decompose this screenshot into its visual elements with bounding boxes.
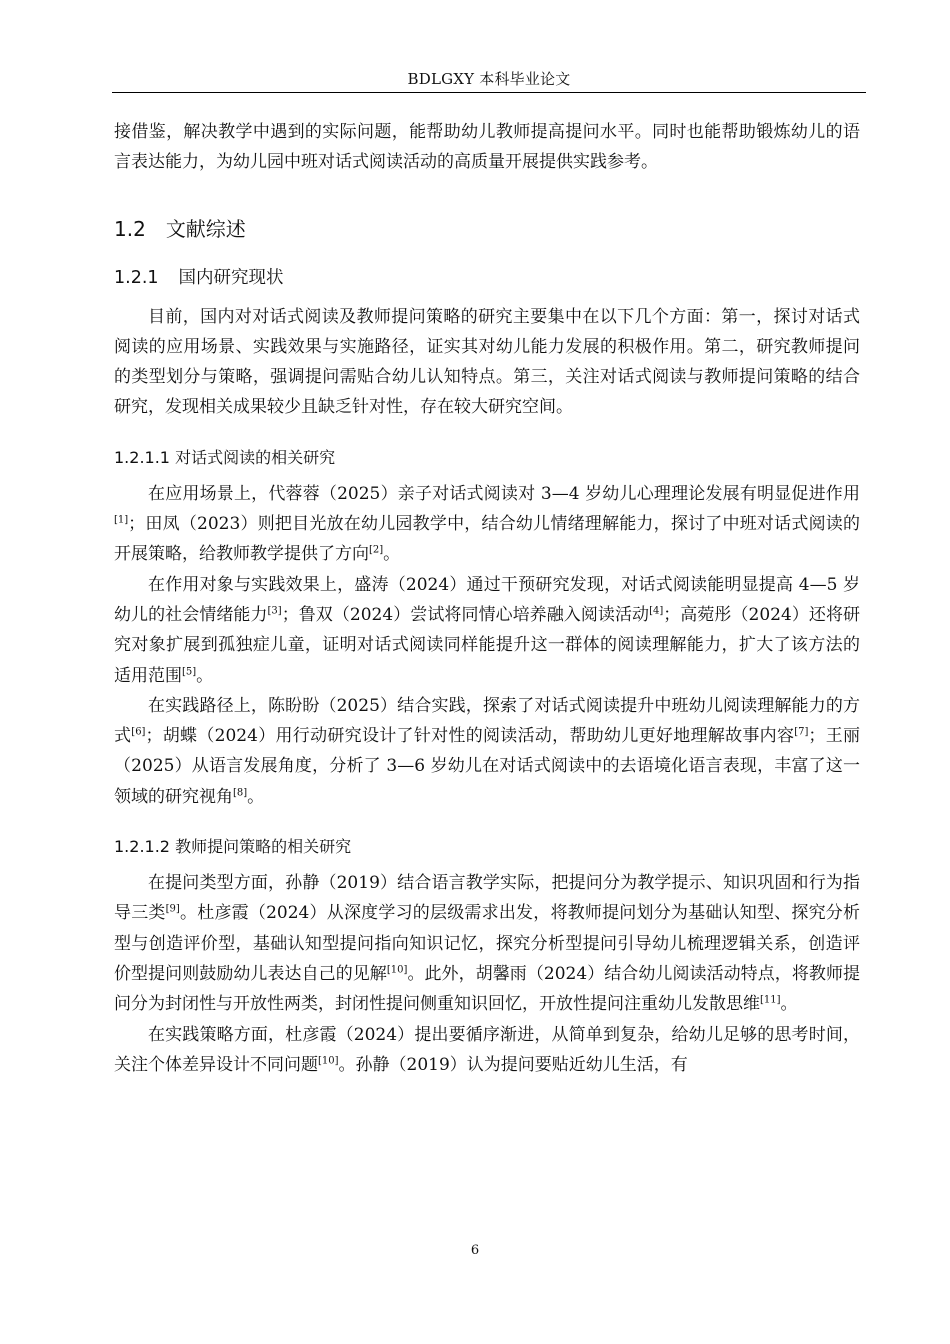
- subsubsection-heading-1-2-1-1: 1.2.1.1 对话式阅读的相关研究: [114, 447, 336, 467]
- dialogic-reading-paragraph-3: 在实践路径上，陈盼盼（2025）结合实践，探索了对话式阅读提升中班幼儿阅读理解能力的方式[6]；胡蝶（2024）用行动研究设计了针对性的阅读活动，帮助幼儿更好地理解故事内容[7]；王丽（2025）从语言发展角度，分析了 3—6 岁幼儿在对话式阅读中的去语境化语言表现，丰富了这一领域的研究视角[8]。: [114, 695, 861, 807]
- citation-ref: [6]: [131, 726, 146, 738]
- citation-ref: [10]: [386, 964, 408, 976]
- citation-ref: [10]: [318, 1055, 339, 1067]
- subsection-heading-1-2-1: [114, 264, 860, 292]
- citation-ref: [11]: [760, 994, 781, 1006]
- citation-ref: [3]: [267, 605, 282, 617]
- citation-ref: [5]: [182, 665, 197, 677]
- section-title: 文献综述: [165, 216, 246, 241]
- citation-ref: [2]: [369, 544, 384, 556]
- dialogic-reading-paragraph-1: 在应用场景上，代蓉蓉（2025）亲子对话式阅读对 3—4 岁幼儿心理理论发展有明显促进作用[1]；田凤（2023）则把目光放在幼儿园教学中，结合幼儿情绪理解能力，探讨了中班对话式阅读的开展策略，给教师教学提供了方向[2]。: [114, 483, 860, 565]
- running-header: BDLGXY 本科毕业论文: [407, 70, 571, 88]
- subsection-number: 1.2.1: [114, 267, 159, 288]
- section-heading-1-2: [114, 214, 860, 244]
- domestic-status-paragraph: 目前，国内对对话式阅读及教师提问策略的研究主要集中在以下几个方面：第一，探讨对话式阅读的应用场景、实践效果与实施路径，证实其对幼儿能力发展的积极作用。第二，研究教师提问的类型划分与策略，强调提问需贴合幼儿认知特点。第三，关注对话式阅读与教师提问策略的结合研究，发现相关成果较少且缺乏针对性，存在较大研究空间。: [114, 306, 860, 418]
- section-number: 1.2: [114, 216, 146, 241]
- citation-ref: [4]: [649, 605, 664, 617]
- citation-ref: [9]: [165, 903, 180, 915]
- questioning-strategy-paragraph-1: 在提问类型方面，孙静（2019）结合语言教学实际，把提问分为教学提示、知识巩固和行为指导三类[9]。杜彦霞（2024）从深度学习的层级需求出发，将教师提问划分为基础认知型、探究分析型与创造评价型，基础认知型提问指向知识记忆，探究分析型提问引导幼儿梳理逻辑关系，创造评价型提问则鼓励幼儿表达自己的见解[10]。此外，胡馨雨（2024）结合幼儿阅读活动特点，将教师提问分为封闭性与开放性两类，封闭性提问侧重知识回忆，开放性提问注重幼儿发散思维[11]。: [114, 873, 861, 1015]
- page-number: 6: [470, 1243, 480, 1258]
- questioning-strategy-paragraph-2: 在实践策略方面，杜彦霞（2024）提出要循序渐进，从简单到复杂，给幼儿足够的思考时间，关注个体差异设计不同问题[10]。孙静（2019）认为提问要贴近幼儿生活，有: [114, 1024, 860, 1075]
- citation-ref: [7]: [794, 726, 809, 738]
- intro-paragraph: 接借鉴，解决教学中遇到的实际问题，能帮助幼儿教师提高提问水平。同时也能帮助锻炼幼儿的语言表达能力，为幼儿园中班对话式阅读活动的高质量开展提供实践参考。: [114, 122, 860, 173]
- subsection-title: 国内研究现状: [178, 267, 284, 288]
- citation-ref: [1]: [114, 514, 129, 526]
- header-rule: [112, 92, 866, 93]
- subsubsection-heading-1-2-1-2: 1.2.1.2 教师提问策略的相关研究: [114, 837, 352, 857]
- page-content: [114, 117, 860, 1080]
- dialogic-reading-paragraph-2: 在作用对象与实践效果上，盛涛（2024）通过干预研究发现，对话式阅读能明显提高 4—5 岁幼儿的社会情绪能力[3]；鲁双（2024）尝试将同情心培养融入阅读活动[4]；高菀彤（2024）还将研究对象扩展到孤独症儿童，证明对话式阅读同样能提升这一群体的阅读理解能力，扩大了该方法的适用范围[5]。: [114, 574, 861, 686]
- citation-ref: [8]: [233, 787, 248, 799]
